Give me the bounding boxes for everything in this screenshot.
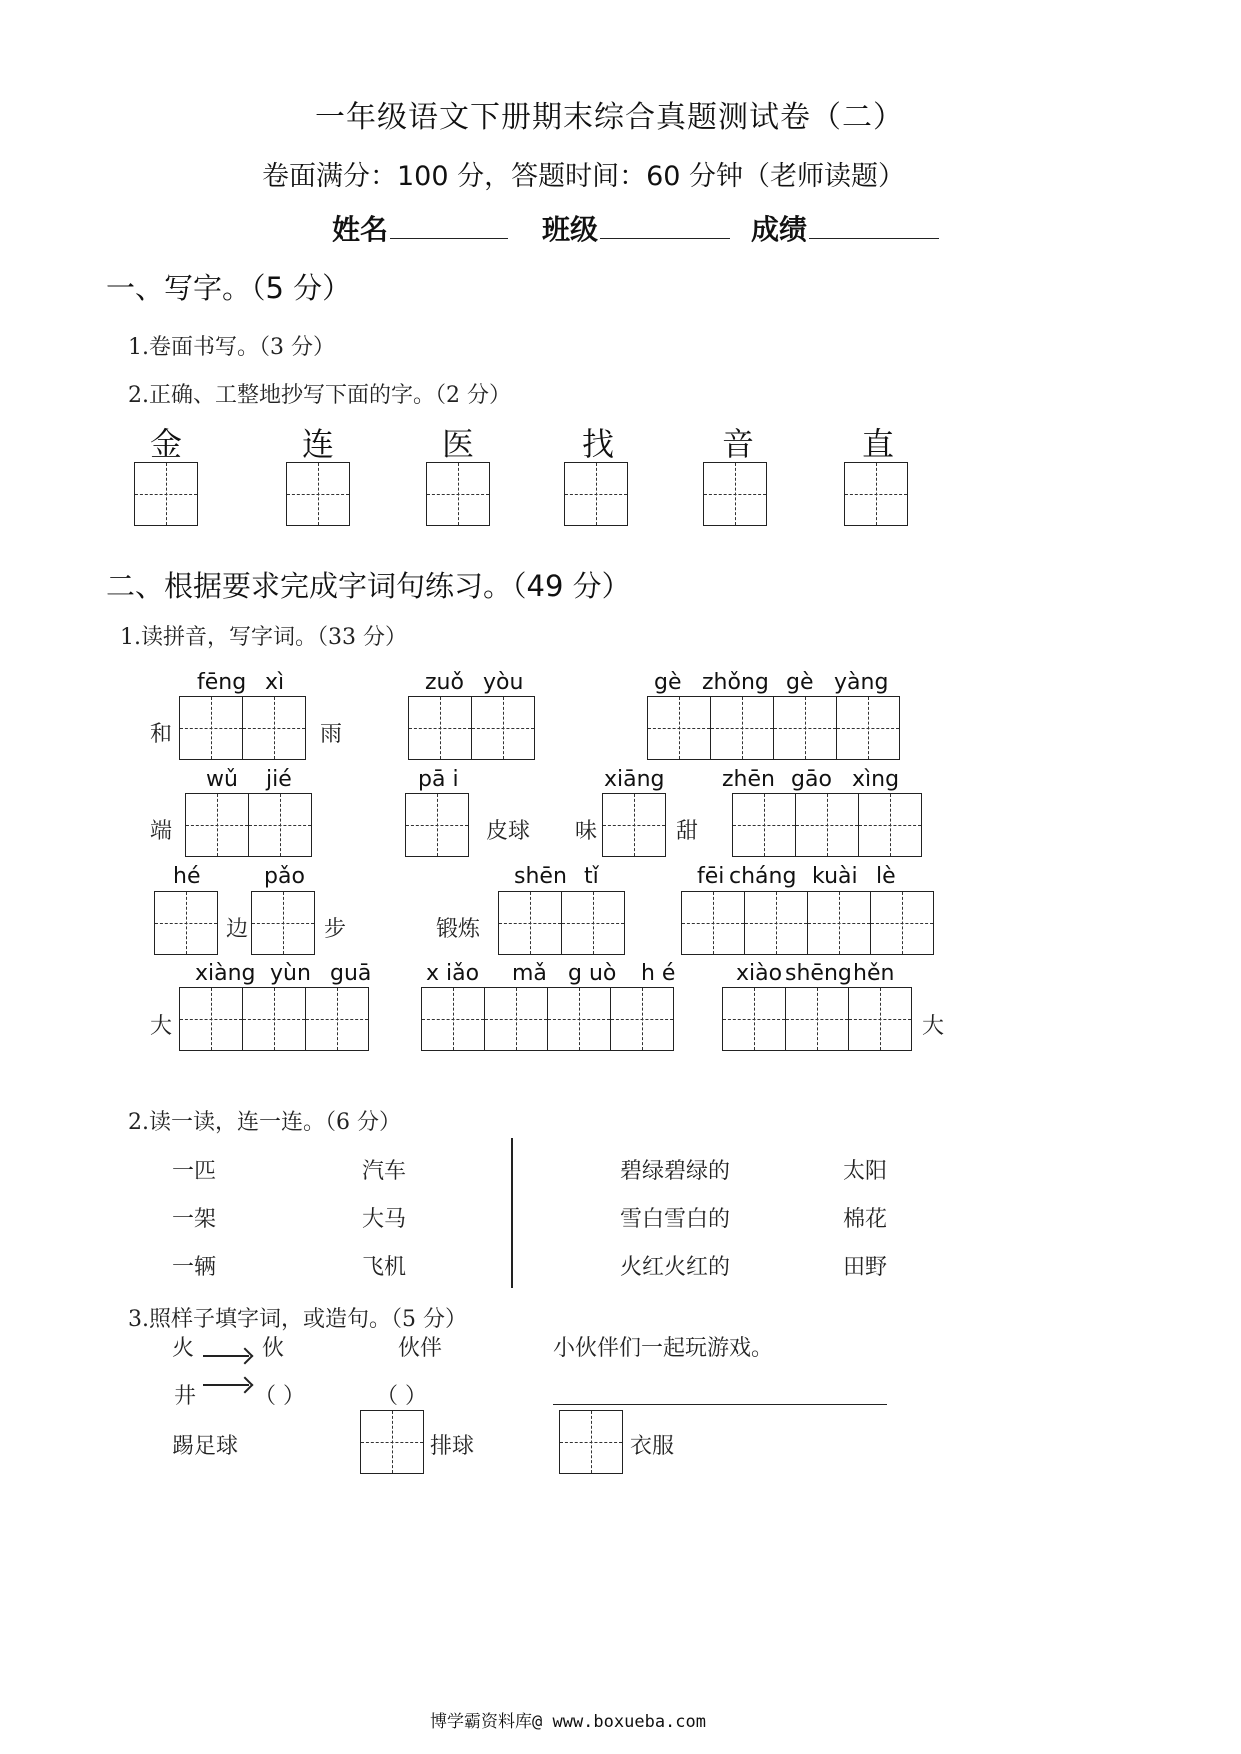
- name-label: 姓名: [332, 213, 389, 246]
- context-word: 皮球: [486, 819, 531, 844]
- pinyin: cháng: [729, 864, 797, 889]
- match-item[interactable]: 一架: [172, 1207, 217, 1232]
- class-field: [542, 208, 730, 248]
- class-label: 班级: [542, 213, 599, 246]
- writing-grid-cell[interactable]: [426, 462, 490, 526]
- score-blank[interactable]: [809, 208, 939, 239]
- pinyin: yùn: [270, 961, 311, 986]
- answer-cell[interactable]: [251, 891, 315, 955]
- section2-q1: 1.读拼音，写字词。（33 分）: [120, 625, 407, 650]
- context-char: 味: [575, 819, 598, 844]
- pinyin: pǎo: [264, 864, 305, 889]
- example-phrase: 踢足球: [172, 1434, 239, 1459]
- answer-cell[interactable]: [547, 987, 611, 1051]
- pinyin: xìng: [852, 767, 900, 792]
- answer-cell[interactable]: [185, 793, 249, 857]
- answer-cell[interactable]: [773, 696, 837, 760]
- prompt-char: 井: [174, 1384, 197, 1409]
- pinyin: g uò: [568, 961, 617, 986]
- pinyin: x iǎo: [426, 961, 480, 986]
- section2-heading: 二、根据要求完成字词句练习。（49 分）: [106, 569, 631, 603]
- score-label: 成绩: [751, 213, 808, 246]
- section2-q2: 2.读一读，连一连。（6 分）: [128, 1110, 401, 1135]
- answer-cell[interactable]: [561, 891, 625, 955]
- match-item[interactable]: 太阳: [843, 1159, 888, 1184]
- answer-cell[interactable]: [471, 696, 535, 760]
- pinyin: mǎ: [512, 961, 547, 986]
- arrow-icon: [203, 1384, 249, 1386]
- context-char: 大: [922, 1014, 945, 1039]
- pinyin: wǔ: [206, 767, 238, 792]
- answer-cell[interactable]: [421, 987, 485, 1051]
- pinyin: zhēn: [722, 767, 775, 792]
- pinyin: gāo: [791, 767, 832, 792]
- answer-cell[interactable]: [681, 891, 745, 955]
- answer-cell[interactable]: [154, 891, 218, 955]
- writing-grid-cell[interactable]: [844, 462, 908, 526]
- answer-cell[interactable]: [405, 793, 469, 857]
- context-word: 衣服: [630, 1434, 675, 1459]
- match-item[interactable]: 大马: [362, 1207, 407, 1232]
- pinyin: hěn: [853, 961, 895, 986]
- answer-cell[interactable]: [408, 696, 472, 760]
- answer-cell[interactable]: [559, 1410, 623, 1474]
- answer-cell[interactable]: [836, 696, 900, 760]
- sentence-answer-line[interactable]: [553, 1404, 887, 1405]
- answer-cell[interactable]: [242, 987, 306, 1051]
- pinyin: jié: [266, 767, 292, 792]
- match-item[interactable]: 汽车: [362, 1159, 407, 1184]
- answer-cell[interactable]: [242, 696, 306, 760]
- answer-cell[interactable]: [807, 891, 871, 955]
- match-item[interactable]: 棉花: [843, 1207, 888, 1232]
- pinyin: shēn: [514, 864, 567, 889]
- match-item[interactable]: 一匹: [172, 1159, 217, 1184]
- pinyin: fēng: [197, 670, 247, 695]
- section1-q2: 2.正确、工整地抄写下面的字。（2 分）: [128, 383, 511, 408]
- copy-char: 连: [302, 425, 335, 463]
- context-char: 边: [226, 917, 249, 942]
- section1-heading: 一、写字。（5 分）: [106, 271, 352, 305]
- pinyin: yòu: [483, 670, 524, 695]
- answer-cell[interactable]: [848, 987, 912, 1051]
- context-char: 和: [150, 722, 173, 747]
- pinyin: xì: [265, 670, 285, 695]
- footer-watermark: 博学霸资料库@ www.boxueba.com: [430, 1712, 706, 1732]
- writing-grid-cell[interactable]: [134, 462, 198, 526]
- copy-char: 医: [442, 425, 475, 463]
- match-item[interactable]: 一辆: [172, 1255, 217, 1280]
- match-item[interactable]: 碧绿碧绿的: [620, 1159, 731, 1184]
- match-item[interactable]: 飞机: [362, 1255, 407, 1280]
- writing-grid-cell[interactable]: [564, 462, 628, 526]
- answer-paren[interactable]: （ ）: [376, 1384, 427, 1409]
- answer-cell[interactable]: [732, 793, 796, 857]
- context-char: 端: [150, 819, 173, 844]
- answer-cell[interactable]: [710, 696, 774, 760]
- example-word: 伙伴: [398, 1336, 443, 1361]
- example-result: 伙: [262, 1336, 285, 1361]
- context-char: 甜: [676, 819, 699, 844]
- answer-cell[interactable]: [795, 793, 859, 857]
- pinyin: tǐ: [584, 864, 599, 889]
- page-title: 一年级语文下册期末综合真题测试卷（二）: [315, 100, 904, 135]
- example-char: 火: [172, 1336, 195, 1361]
- pinyin: yàng: [834, 670, 889, 695]
- answer-paren[interactable]: （ ）: [254, 1384, 305, 1409]
- pinyin: xiào: [736, 961, 783, 986]
- class-blank[interactable]: [600, 208, 730, 239]
- section1-q1: 1.卷面书写。（3 分）: [128, 335, 335, 360]
- pinyin: xiāng: [604, 767, 665, 792]
- context-word: 排球: [430, 1434, 475, 1459]
- writing-grid-cell[interactable]: [703, 462, 767, 526]
- context-char: 步: [324, 917, 347, 942]
- pinyin: lè: [876, 864, 896, 889]
- match-item[interactable]: 雪白雪白的: [620, 1207, 731, 1232]
- answer-cell[interactable]: [870, 891, 934, 955]
- copy-char: 找: [582, 425, 615, 463]
- pinyin: kuài: [812, 864, 858, 889]
- answer-cell[interactable]: [305, 987, 369, 1051]
- section2-q3: 3.照样子填字词，或造句。（5 分）: [128, 1307, 467, 1332]
- pinyin: pā i: [418, 767, 459, 792]
- answer-cell[interactable]: [785, 987, 849, 1051]
- arrow-icon: [203, 1355, 249, 1357]
- pinyin: shēng: [785, 961, 852, 986]
- answer-cell[interactable]: [248, 793, 312, 857]
- pinyin: xiàng: [195, 961, 256, 986]
- pinyin: zhǒng: [702, 670, 769, 695]
- answer-cell[interactable]: [602, 793, 666, 857]
- answer-cell[interactable]: [179, 987, 243, 1051]
- answer-cell[interactable]: [722, 987, 786, 1051]
- match-item[interactable]: 火红火红的: [620, 1255, 731, 1280]
- match-item[interactable]: 田野: [843, 1255, 888, 1280]
- score-field: [751, 208, 939, 248]
- pinyin: h é: [641, 961, 676, 986]
- match-divider: [511, 1138, 513, 1288]
- answer-cell[interactable]: [647, 696, 711, 760]
- page-subtitle: 卷面满分：100 分，答题时间：60 分钟（老师读题）: [262, 161, 906, 192]
- writing-grid-cell[interactable]: [286, 462, 350, 526]
- answer-cell[interactable]: [498, 891, 562, 955]
- pinyin: gè: [654, 670, 682, 695]
- context-char: 大: [150, 1014, 173, 1039]
- answer-cell[interactable]: [179, 696, 243, 760]
- answer-cell[interactable]: [858, 793, 922, 857]
- name-field: [332, 208, 508, 248]
- pinyin: hé: [173, 864, 201, 889]
- pinyin: gè: [786, 670, 814, 695]
- pinyin: fēi: [697, 864, 725, 889]
- answer-cell[interactable]: [360, 1410, 424, 1474]
- answer-cell[interactable]: [484, 987, 548, 1051]
- answer-cell[interactable]: [610, 987, 674, 1051]
- pinyin: zuǒ: [425, 670, 464, 695]
- copy-char: 音: [722, 425, 755, 463]
- pinyin: guā: [330, 961, 372, 986]
- answer-cell[interactable]: [744, 891, 808, 955]
- name-blank[interactable]: [390, 208, 508, 239]
- copy-char: 直: [862, 425, 895, 463]
- context-char: 雨: [320, 722, 343, 747]
- example-sentence: 小伙伴们一起玩游戏。: [553, 1336, 774, 1361]
- context-word: 锻炼: [436, 917, 481, 942]
- copy-char: 金: [150, 425, 183, 463]
